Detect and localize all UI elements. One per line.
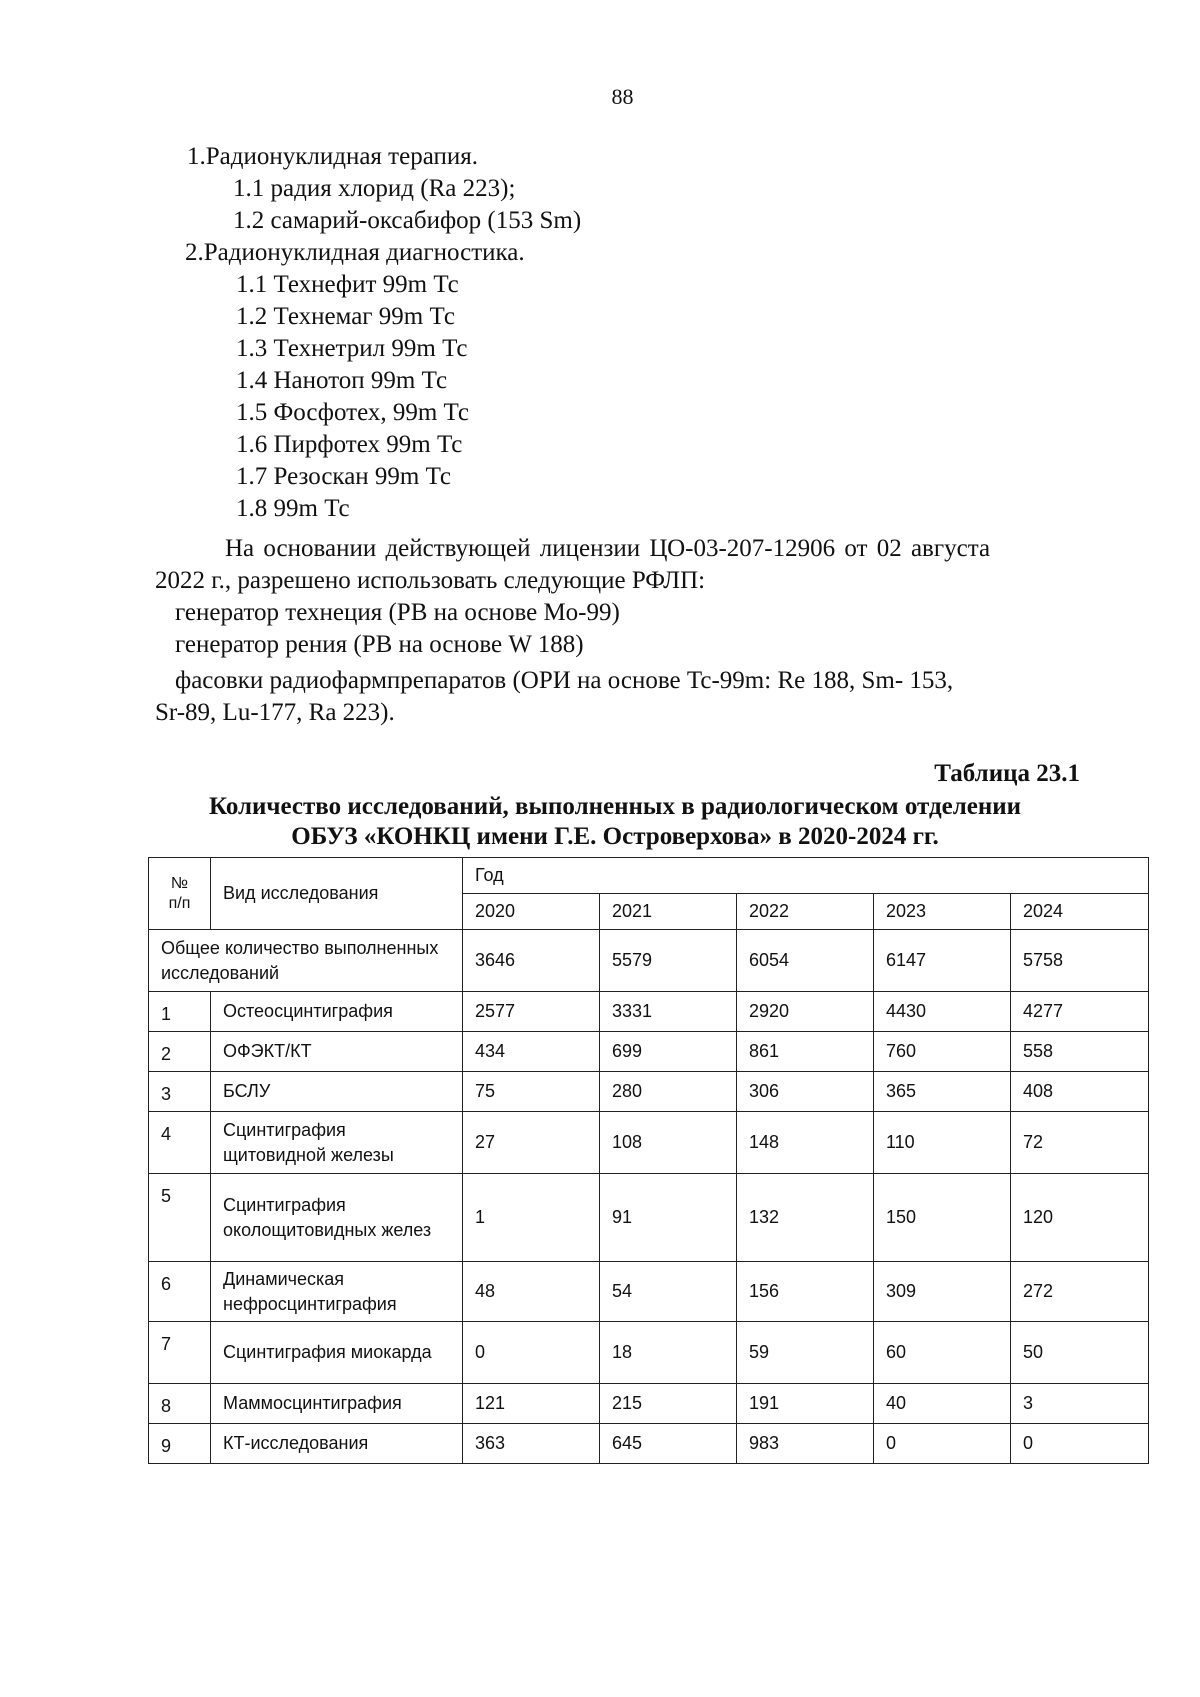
value-cell: 27 [463,1112,600,1174]
table-row [149,1174,1149,1262]
value-cell: 558 [1011,1032,1149,1072]
value-cell: 48 [463,1262,600,1322]
table-header-row [149,858,1149,894]
value-cell: 309 [874,1262,1011,1322]
value-cell: 108 [600,1112,737,1174]
text-line: 1.1 радия хлорид (Ra 223); [233,175,516,202]
header-type: Вид исследования [211,858,463,930]
row-number: 5 [149,1174,211,1262]
table-row [149,1112,1149,1174]
value-cell: 3646 [463,930,600,992]
value-cell: 91 [600,1174,737,1262]
value-cell: 3331 [600,992,737,1032]
value-cell: 156 [737,1262,874,1322]
value-cell: 5758 [1011,930,1149,992]
study-name: Динамическая нефросцинтиграфия [211,1262,463,1322]
header-number: № п/п [149,858,211,930]
value-cell: 2920 [737,992,874,1032]
value-cell: 40 [874,1384,1011,1424]
value-cell: 645 [600,1424,737,1464]
text-line: 1.8 99m Тс [236,495,350,522]
value-cell: 54 [600,1262,737,1322]
value-cell: 2577 [463,992,600,1032]
text-line: 1.2 Технемаг 99m Тс [236,303,455,330]
value-cell: 0 [463,1322,600,1384]
value-cell: 4430 [874,992,1011,1032]
row-number: 1 [149,992,211,1032]
value-cell: 148 [737,1112,874,1174]
value-cell: 215 [600,1384,737,1424]
row-number: 7 [149,1322,211,1384]
text-line: 2022 г., разрешено использовать следующие РФЛП: [155,567,706,594]
study-name: КТ-исследования [211,1424,463,1464]
text-line: 1.4 Нанотоп 99m Тс [236,367,448,394]
study-name: БСЛУ [211,1072,463,1112]
total-label: Общее количество выполненных исследований [149,930,463,992]
row-number: 8 [149,1384,211,1424]
table-label: Таблица 23.1 [934,760,1080,787]
value-cell: 1 [463,1174,600,1262]
table-row [149,1424,1149,1464]
year-cell: 2023 [874,894,1011,930]
text-line: На основании действующей лицензии ЦО-03-207-12906 от 02 августа [225,535,991,562]
text-line: 1.6 Пирфотех 99m Тс [236,431,463,458]
table-row [149,1032,1149,1072]
value-cell: 50 [1011,1322,1149,1384]
table-row [149,1072,1149,1112]
table-row-total [149,930,1149,992]
header-year: Год [463,858,1149,894]
value-cell: 272 [1011,1262,1149,1322]
value-cell: 121 [463,1384,600,1424]
value-cell: 408 [1011,1072,1149,1112]
text-line: Sr-89, Lu-177, Ra 223). [155,699,395,726]
table-title-line: Количество исследований, выполненных в радиологическом отделении [208,793,1022,820]
text-line: 1.7 Резоскан 99m Тс [236,463,452,490]
table-row [149,1322,1149,1384]
text-line: 1.1 Технефит 99m Тс [236,271,459,298]
row-number: 3 [149,1072,211,1112]
value-cell: 6054 [737,930,874,992]
value-cell: 4277 [1011,992,1149,1032]
value-cell: 365 [874,1072,1011,1112]
table-row [149,1262,1149,1322]
table-row [149,1384,1149,1424]
value-cell: 120 [1011,1174,1149,1262]
value-cell: 72 [1011,1112,1149,1174]
value-cell: 699 [600,1032,737,1072]
text-line: 1.2 самарий-оксабифор (153 Sm) [233,207,582,234]
year-cell: 2020 [463,894,600,930]
value-cell: 280 [600,1072,737,1112]
text-line: фасовки радиофармпрепаратов (ОРИ на основе Tc-99m: Re 188, Sm- 153, [175,667,954,694]
row-number: 9 [149,1424,211,1464]
value-cell: 18 [600,1322,737,1384]
study-name: Маммосцинтиграфия [211,1384,463,1424]
text-line: генератор технеция (РВ на основе Mo-99) [175,599,620,626]
row-number: 2 [149,1032,211,1072]
page-number: 88 [611,84,634,109]
table-title-line: ОБУЗ «КОНКЦ имени Г.Е. Островерхова» в 2020-2024 гг. [291,823,939,850]
value-cell: 5579 [600,930,737,992]
study-name: Сцинтиграфия щитовидной железы [211,1112,463,1174]
row-number: 6 [149,1262,211,1322]
value-cell: 60 [874,1322,1011,1384]
study-name: ОФЭКТ/КТ [211,1032,463,1072]
value-cell: 760 [874,1032,1011,1072]
value-cell: 110 [874,1112,1011,1174]
value-cell: 3 [1011,1384,1149,1424]
table-row [149,992,1149,1032]
value-cell: 861 [737,1032,874,1072]
text-line: 1.5 Фосфотех, 99m Тс [236,399,469,426]
study-name: Остеосцинтиграфия [211,992,463,1032]
text-line: 2.Радионуклидная диагностика. [185,239,525,266]
value-cell: 0 [874,1424,1011,1464]
value-cell: 191 [737,1384,874,1424]
text-line: 1.3 Технетрил 99m Тс [236,335,468,362]
studies-table [148,857,1149,1464]
value-cell: 363 [463,1424,600,1464]
year-cell: 2022 [737,894,874,930]
value-cell: 434 [463,1032,600,1072]
text-line: 1.Радионуклидная терапия. [187,143,478,170]
value-cell: 0 [1011,1424,1149,1464]
value-cell: 132 [737,1174,874,1262]
row-number: 4 [149,1112,211,1174]
study-name: Сцинтиграфия околощитовидных желез [211,1174,463,1262]
year-cell: 2024 [1011,894,1149,930]
study-name: Сцинтиграфия миокарда [211,1322,463,1384]
value-cell: 306 [737,1072,874,1112]
value-cell: 75 [463,1072,600,1112]
value-cell: 6147 [874,930,1011,992]
value-cell: 59 [737,1322,874,1384]
year-cell: 2021 [600,894,737,930]
value-cell: 983 [737,1424,874,1464]
value-cell: 150 [874,1174,1011,1262]
text-line: генератор рения (РВ на основе W 188) [175,631,584,658]
